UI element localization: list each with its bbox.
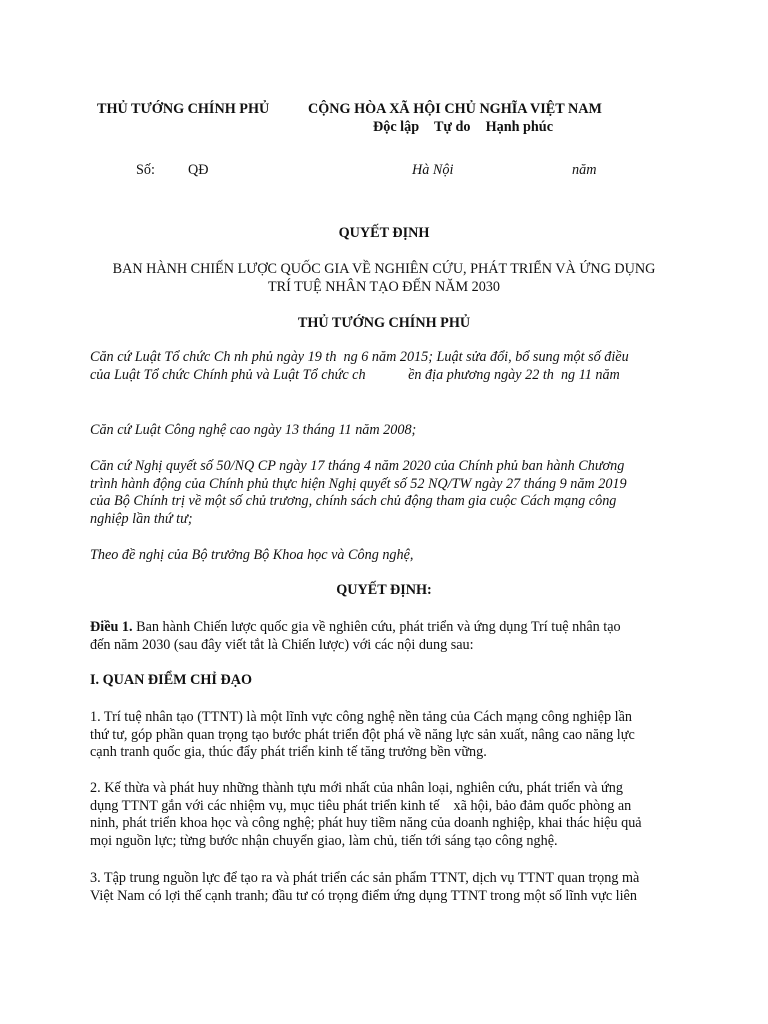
- point-line: dụng TTNT gắn với các nhiệm vụ, mục tiêu phát triển kinh tế xã hội, bảo đảm quốc phòng an: [90, 797, 632, 814]
- motto-item: Độc lập: [373, 119, 420, 135]
- point-line: 2. Kế thừa và phát huy những thành tựu mới nhất của nhân loại, nghiên cứu, phát triển và ứng: [90, 780, 623, 796]
- basis-line: Căn cứ Luật Công nghệ cao ngày 13 tháng 11 năm 2008;: [90, 422, 417, 438]
- motto-item: Hạnh phúc: [485, 119, 553, 135]
- subtitle-line: TRÍ TUỆ NHÂN TẠO ĐẾN NĂM 2030: [268, 279, 500, 295]
- point-line: cạnh tranh quốc gia, thúc đẩy phát triển kinh tế tăng trưởng bền vững.: [90, 744, 487, 761]
- decision-heading: QUYẾT ĐỊNH:: [336, 582, 432, 598]
- basis-line: Căn cứ Luật Tổ chức Ch nh phủ ngày 19 th ng 6 năm 2015; Luật sửa đổi, bổ sung một số điều: [90, 349, 629, 365]
- national-motto: [373, 119, 553, 136]
- basis-line: Theo đề nghị của Bộ trưởng Bộ Khoa học và Công nghệ,: [90, 547, 414, 563]
- document-title: QUYẾT ĐỊNH: [338, 225, 430, 241]
- point-line: 3. Tập trung nguồn lực để tạo ra và phát triển các sản phẩm TTNT, dịch vụ TTNT quan trọng mà: [90, 870, 640, 886]
- point-1: [90, 709, 682, 762]
- basis-line: trình hành động của Chính phủ thực hiện Nghị quyết số 52 NQ/TW ngày 27 tháng 9 năm 2019: [90, 475, 627, 492]
- section-heading: I. QUAN ĐIỂM CHỈ ĐẠO: [90, 672, 252, 688]
- legal-basis-2: [90, 422, 682, 440]
- authority-heading: THỦ TƯỚNG CHÍNH PHỦ: [297, 315, 471, 331]
- point-line: thứ tư, góp phần quan trọng tạo bước phát triển đột phá về năng lực sản xuất, nâng cao năng lực: [90, 726, 635, 743]
- article-text: Ban hành Chiến lược quốc gia về nghiên cứu, phát triển và ứng dụng Trí tuệ nhân tạo: [132, 619, 621, 635]
- legal-basis-1: [90, 349, 682, 384]
- basis-line: của Bộ Chính trị về một số chủ trương, chính sách chủ động tham gia cuộc Cách mạng công: [90, 493, 617, 510]
- legal-basis-4: [90, 547, 682, 565]
- issue-place: Hà Nội: [412, 162, 454, 178]
- document-number-label: Số:: [136, 162, 155, 178]
- point-2: [90, 780, 682, 850]
- issue-year-label: năm: [572, 162, 597, 178]
- document-subtitle: [0, 260, 768, 296]
- issuing-authority: THỦ TƯỚNG CHÍNH PHỦ: [97, 101, 270, 117]
- legal-basis-3: [90, 458, 682, 528]
- article-1: [90, 619, 682, 654]
- point-line: mọi nguồn lực; từng bước nhận chuyển giao, làm chủ, tiến tới sáng tạo công nghệ.: [90, 832, 558, 849]
- point-line: Việt Nam có lợi thế cạnh tranh; đầu tư có trọng điểm ứng dụng TTNT trong một số lĩnh vực liên: [90, 887, 637, 904]
- basis-line: Căn cứ Nghị quyết số 50/NQ CP ngày 17 tháng 4 năm 2020 của Chính phủ ban hành Chương: [90, 458, 625, 474]
- point-3: [90, 870, 682, 905]
- article-text: đến năm 2030 (sau đây viết tắt là Chiến lược) với các nội dung sau:: [90, 636, 474, 653]
- point-line: ninh, phát triển khoa học và công nghệ; phát huy tiềm năng của doanh nghiệp, khai thác hiệu quả: [90, 815, 642, 832]
- subtitle-line: BAN HÀNH CHIẾN LƯỢC QUỐC GIA VỀ NGHIÊN CỨU, PHÁT TRIỂN VÀ ỨNG DỤNG: [112, 261, 656, 277]
- basis-line: nghiệp lần thứ tư;: [90, 510, 193, 527]
- motto-item: Tự do: [433, 119, 471, 135]
- article-label: Điều 1.: [90, 619, 133, 635]
- document-number-suffix: QĐ: [188, 162, 209, 178]
- basis-line: của Luật Tổ chức Chính phủ và Luật Tổ chức ch ền địa phương ngày 22 th ng 11 năm: [90, 366, 620, 383]
- point-line: 1. Trí tuệ nhân tạo (TTNT) là một lĩnh vực công nghệ nền tảng của Cách mạng công nghiệp lần: [90, 709, 632, 725]
- national-title: CỘNG HÒA XÃ HỘI CHỦ NGHĨA VIỆT NAM: [308, 101, 602, 117]
